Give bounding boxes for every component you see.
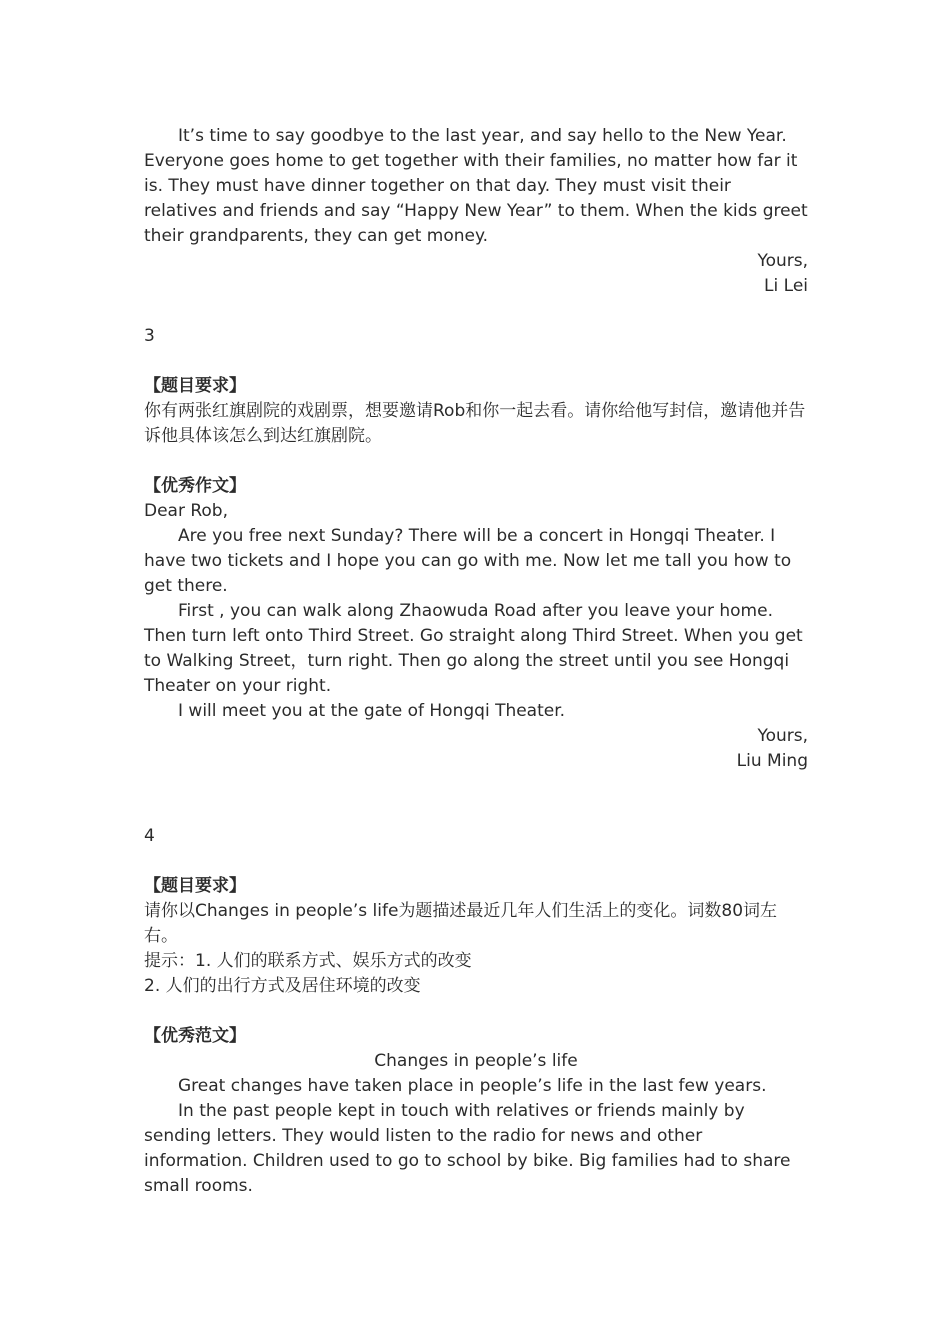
section-3-requirement-heading: 【题目要求】 <box>144 376 246 396</box>
spacer <box>144 349 808 374</box>
section-4-hint-1: 提示：1. 人们的联系方式、娱乐方式的改变 <box>144 951 472 971</box>
section-4-essay-title: Changes in people’s life <box>374 1051 578 1071</box>
section-4-paragraph: Great changes have taken place in people’s life in the last few years. <box>178 1076 767 1096</box>
section-4-paragraph: In the past people kept in touch with relatives or friends mainly by sending letters. They would listen to the radio for news and other information. Children used to go to school by bike. Big families had to share small rooms. <box>144 1101 791 1196</box>
section-3-essay-heading: 【优秀作文】 <box>144 476 246 496</box>
spacer <box>144 299 808 324</box>
section-4-requirement-heading: 【题目要求】 <box>144 876 246 896</box>
section-4-essay-heading: 【优秀范文】 <box>144 1026 246 1046</box>
section-3-requirement-text: 你有两张红旗剧院的戏剧票，想要邀请Rob和你一起去看。请你给他写封信，邀请他并告诉他具体该怎么到达红旗剧院。 <box>144 401 806 446</box>
section-3-closing: Yours, <box>757 726 808 746</box>
document-page <box>144 124 808 1199</box>
section-3-paragraph: Are you free next Sunday? There will be a concert in Hongqi Theater. I have two tickets and I hope you can go with me. Now let me tall you how to get there. <box>144 526 792 596</box>
section-4-requirement-text: 请你以Changes in people’s life为题描述最近几年人们生活上的变化。词数80词左右。 <box>144 901 778 946</box>
section-3-paragraph: I will meet you at the gate of Hongqi Theater. <box>178 701 566 721</box>
section-4-hint-2: 2. 人们的出行方式及居住环境的改变 <box>144 976 421 996</box>
spacer <box>144 999 808 1024</box>
spacer <box>144 849 808 874</box>
section-2-signature: Li Lei <box>764 276 808 296</box>
section-3-number: 3 <box>144 326 155 346</box>
section-3-paragraph: First , you can walk along Zhaowuda Road after you leave your home. Then turn left onto Third Street. Go straight along Third Street. When you get to Walking Street，turn right. Then go along the street until you see Hongqi Theater on your right. <box>144 601 803 696</box>
section-2-body: It’s time to say goodbye to the last year, and say hello to the New Year. Everyone goes home to get together with their families, no matter how far it is. They must have dinner together on that day. They must visit their relatives and friends and say “Happy New Year” to them. When the kids greet their grandparents, they can get money. <box>144 126 808 246</box>
section-3-signature: Liu Ming <box>736 751 808 771</box>
section-4-number: 4 <box>144 826 155 846</box>
spacer <box>144 774 808 824</box>
spacer <box>144 449 808 474</box>
section-2-closing: Yours, <box>757 251 808 271</box>
section-3-greeting: Dear Rob, <box>144 501 229 521</box>
